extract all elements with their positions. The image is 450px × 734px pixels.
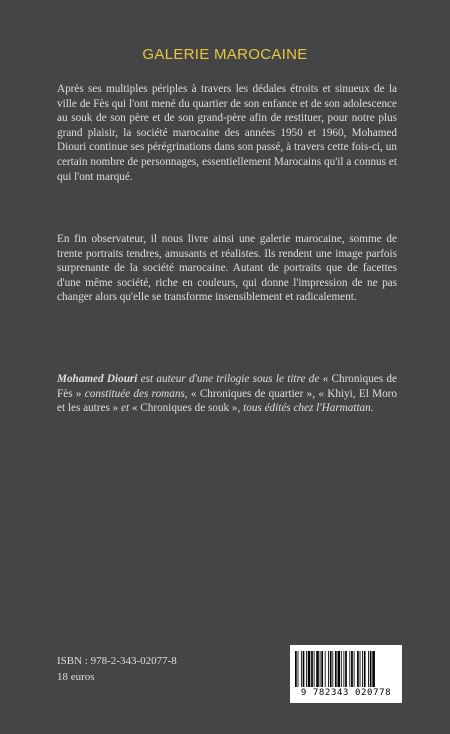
author-bio bbox=[57, 372, 397, 416]
barcode-bar bbox=[341, 651, 342, 687]
barcode bbox=[290, 645, 402, 703]
barcode-bar bbox=[330, 651, 332, 687]
barcode-bar bbox=[311, 651, 313, 687]
barcode-bar bbox=[368, 651, 369, 687]
bio-separator: , bbox=[312, 387, 319, 400]
summary-paragraph-2: En fin observateur, il nous livre ainsi une galerie marocaine, somme de trente portraits tendres, amusants et réalistes. Ils rendent une image parfois surprenante de la société marocaine. Autant de portraits que de facettes d'une même société, riche en couleurs, qui donne l'impression de ne pas changer alors qu'elle se transforme insensiblement et radicalement. bbox=[57, 233, 397, 304]
barcode-bar bbox=[314, 651, 315, 687]
barcode-bar bbox=[357, 651, 359, 687]
barcode-bar bbox=[345, 651, 347, 687]
barcode-bar bbox=[308, 651, 311, 687]
barcode-bars bbox=[295, 651, 397, 687]
barcode-bar bbox=[349, 651, 350, 687]
price: 18 euros bbox=[57, 671, 95, 683]
barcode-bar bbox=[301, 651, 302, 687]
barcode-bar bbox=[364, 651, 366, 687]
barcode-bar bbox=[303, 651, 305, 687]
isbn-number: ISBN : 978-2-343-02077-8 bbox=[57, 655, 177, 667]
bio-book-1: « Chroniques de Fès » bbox=[57, 373, 397, 400]
summary-paragraph-1: Après ses multiples périples à travers les dédales étroits et sinueux de la ville de Fès qui l'ont mené du quartier de son enfance et de son adolescence au souk de son père et de son grand-père afin de restituer, pour notre plus grand plaisir, la société marocaine des années 1950 et 1960, Mohamed Diouri continue ses pérégrinations dans son passé, à travers cette fois-ci, un certain nombre de personnages, essentiellement Marocains qu'il a connus et qui l'ont marqué. bbox=[57, 83, 397, 183]
barcode-bar bbox=[351, 651, 353, 687]
barcode-bar bbox=[335, 651, 337, 687]
barcode-bar bbox=[321, 651, 323, 687]
barcode-digits: 9 782343 020778 bbox=[300, 688, 392, 698]
barcode-bar bbox=[360, 651, 361, 687]
barcode-bar bbox=[306, 651, 307, 687]
bio-mid-1: constituée des romans, bbox=[81, 387, 191, 400]
bio-mid-2: et bbox=[118, 402, 132, 415]
barcode-bar bbox=[362, 651, 363, 687]
barcode-bar bbox=[370, 651, 372, 687]
barcode-bar bbox=[343, 651, 344, 687]
bio-book-4: « Chroniques de souk » bbox=[131, 402, 238, 415]
barcode-bar bbox=[295, 651, 297, 687]
barcode-bar bbox=[372, 651, 375, 687]
bio-book-3: « Khiyi, El Moro et les autres » bbox=[57, 387, 397, 415]
barcode-bar bbox=[338, 651, 341, 687]
barcode-bar bbox=[325, 651, 326, 687]
barcode-bar bbox=[332, 651, 333, 687]
bio-end: , tous édités chez l'Harmattan. bbox=[237, 402, 374, 415]
barcode-bar bbox=[354, 651, 355, 687]
bio-book-2: « Chroniques de quartier » bbox=[190, 387, 313, 400]
barcode-bar bbox=[298, 651, 299, 687]
author-name: Mohamed Diouri bbox=[57, 373, 138, 385]
barcode-bar bbox=[328, 651, 329, 687]
barcode-bar bbox=[316, 651, 319, 687]
book-title: GALERIE MAROCAINE bbox=[142, 46, 308, 63]
bio-intro: est auteur d'une trilogie sous le titre de bbox=[137, 373, 323, 385]
barcode-bar bbox=[320, 651, 321, 687]
